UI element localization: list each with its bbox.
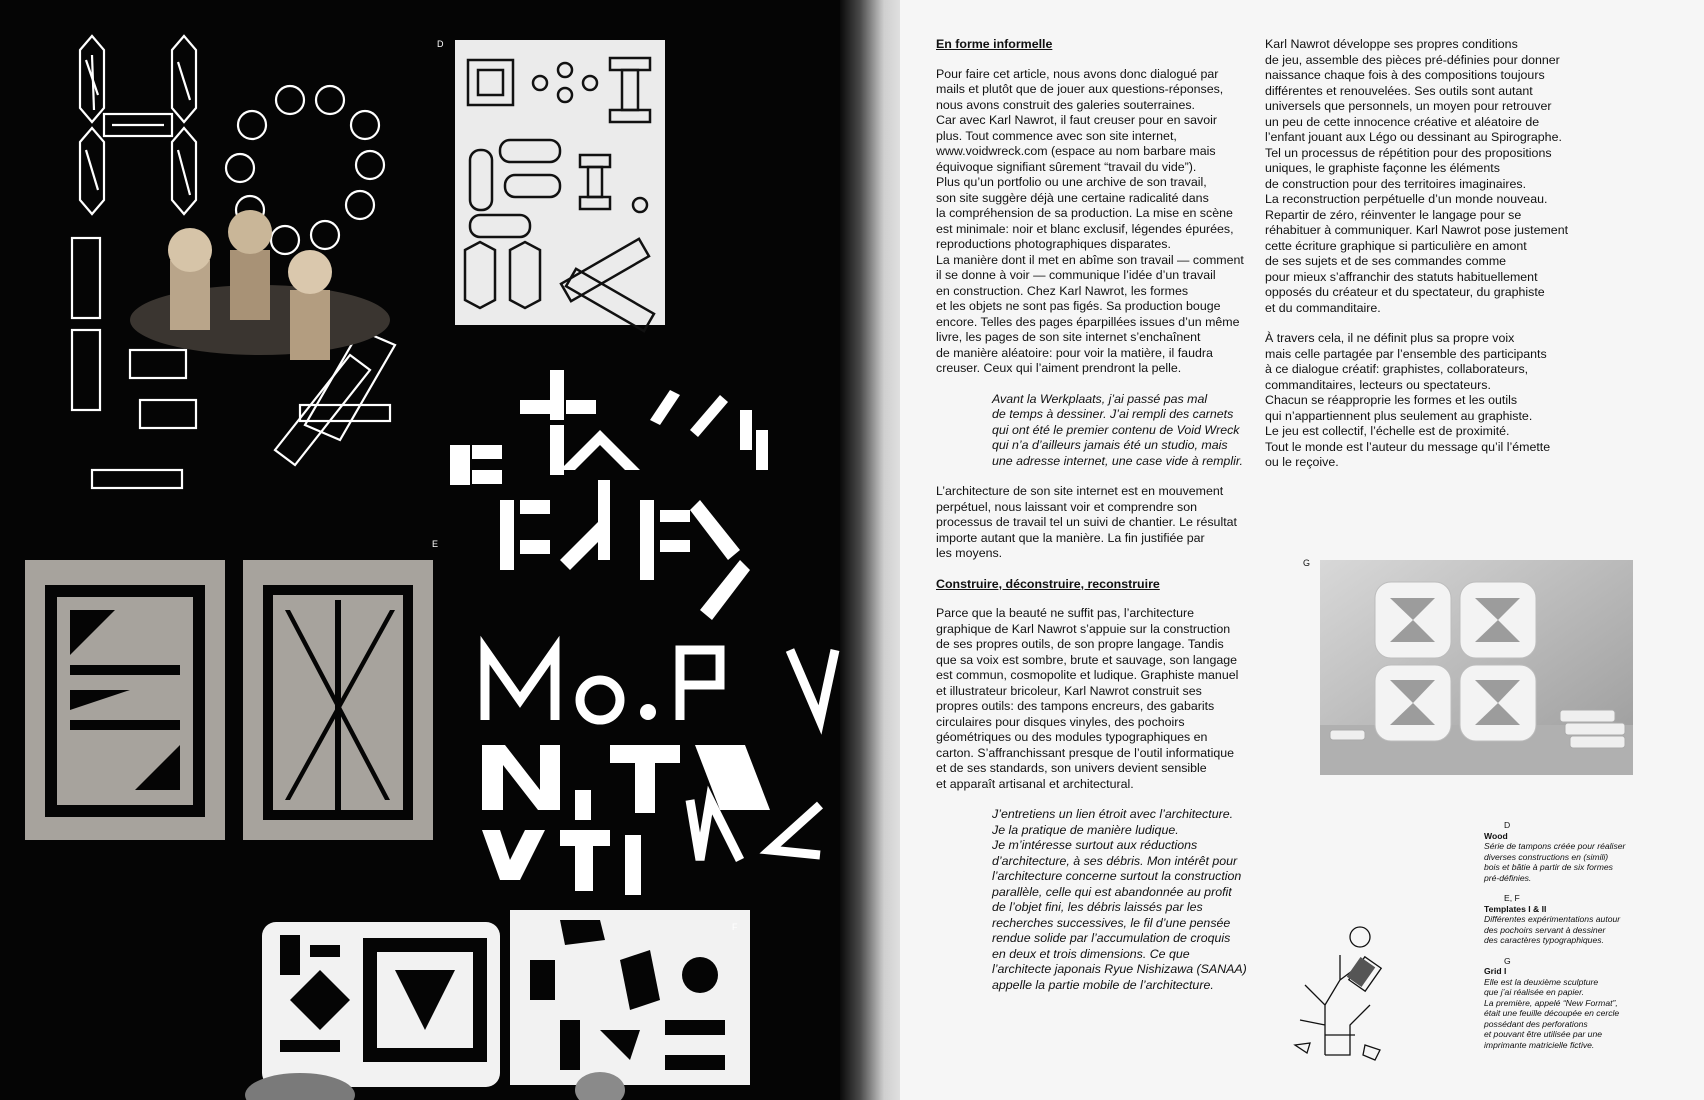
mop-blocks xyxy=(482,704,770,895)
section-heading-2: Construire, déconstruire, reconstruire xyxy=(936,576,1160,591)
column-1 xyxy=(936,37,1266,993)
stencil-letters xyxy=(450,370,768,620)
figure-captions xyxy=(1484,820,1634,1060)
figure-label-d: D xyxy=(437,39,444,49)
caption-e-f: E, F Templates I & II Différentes expérimentations autour des pochoirs servant à dessiner des caractères typographiques. xyxy=(1484,893,1621,945)
white-templates xyxy=(245,910,750,1100)
tree-stamp-drawing xyxy=(1285,925,1405,1065)
section2-body: Parce que la beauté ne suffit pas, l’architecture graphique de Karl Nawrot s’appuie sur la construction de ses propres outils, de son propre langage. Tandis que sa voix est sombre, brute et sauvage, son langage est commun, cosmopolite et ludique. Graphiste manuel et illustrateur bricoleur, Karl Nawrot construit ses propres outils: des tampons encreurs, des gabarits circulaires pour disques vinyles, des pochoirs géométriques ou des modules typographiques en carton. S’affranchissant presque de l’outil informatique et de ses standards, son univers devient sensible et apparaît artisanal et architectural. xyxy=(936,606,1239,791)
section1-quote: Avant la Werkplaats, j’ai passé pas mal de temps à dessiner. J’ai rempli des carnets qui ont été le premier contenu de Void Wreck qui n’a d’ailleurs jamais été un studio, mais une adresse internet, une case vide à remplir. xyxy=(992,391,1243,468)
column2-para1: Karl Nawrot développe ses propres conditions de jeu, assemble des pièces pré-définies pour donner naissance chaque fois à des compositions toujours différentes et renouvelées. Ses outils sont autant universels que personnels, un moyen pour retrouver un peu de cette innocence créative et aléatoire de l’enfant jouant aux Légo ou dessinant au Spirographe. Tel un processus de répétition pour des propositions uniques, le graphiste façonne les éléments de construction pour des territoires imaginaires. La reconstruction perpétuelle d’un monde nouveau. Repartir de zéro, réinventer le langage pour se réhabituer à communiquer. Karl Nawrot pose justement cette écriture graphique si particulière en amont de ses sujets et de ses commandes comme pour mieux s’affranchir des statuts habituellement opposés du créateur et du spectateur, du graphiste et du commanditaire. xyxy=(1265,37,1569,315)
figure-label-f: F xyxy=(732,922,738,932)
section1-body1: Pour faire cet article, nous avons donc dialogué par mails et plutôt que de jouer aux questions-réponses, nous avons construit des galeries souterraines. Car avec Karl Nawrot, il faut creuser pour en savoir plus. Tout commence avec son site internet, www.voidwreck.com (espace au nom barbare mais équivoque signifiant sûrement “travail du vide”). Plus qu’un portfolio ou une archive de son travail, son site suggère déjà une certaine radicalité dans la compréhension de sa production. La mise en scène est minimale: noir et blanc exclusif, légendes épurées, reproductions photographiques disparates. La manière dont il met en abîme son travail — comment il se donne à voir — communique l’idée d’un travail en construction. Chez Karl Nawrot, les formes et les objets ne sont pas figés. Sa production bouge encore. Telles des pages éparpillées issues d’un même livre, les pages de son site internet s’enchaînent de manière aléatoire: pour voir la matière, il faudra creuser. Ceux qui l’aiment prendront la pelle. xyxy=(936,66,1244,375)
grid-sculpture-photo xyxy=(1320,560,1633,775)
section-heading-1: En forme informelle xyxy=(936,37,1053,51)
column-2 xyxy=(1265,37,1595,471)
caption-d: D Wood Série de tampons créée pour réaliser diverses constructions en (simili) bois et bâtie à partir de six formes pré-définies. xyxy=(1484,820,1626,883)
section2-quote: J’entretiens un lien étroit avec l’architecture. Je la pratique de manière ludique. Je m’intéresse surtout aux réductions d’architecture, à ses débris. Mon intérêt pour l’architecture concerne surtout la construction parallèle, celle qui est abandonnée au profit de l’objet fini, les débris laissés par les recherches successives, le fil d’une pensée rendue solide par l’accumulation de croquis en deux et trois dimensions. Ce que l’architecte japonais Ryue Nishizawa (SANAA) appelle la partie mobile de l’architecture. xyxy=(992,807,1247,992)
figure-label-e: E xyxy=(432,539,439,549)
column2-para2: À travers cela, il ne définit plus sa propre voix mais celle partagée par l’ensemble des participants à ce dialogue créatif: graphistes, collaborateurs, commanditaires, lecteurs ou spectateurs. Chacun se réapproprie les formes et les outils qui n’appartiennent plus seulement au graphiste. Le jeu est collectif, l’échelle est de proximité. Tout le monde est l’auteur du message qu’il l’émette ou le reçoive. xyxy=(1265,331,1551,469)
figure-label-g: G xyxy=(1303,558,1311,568)
cardboard-templates xyxy=(25,560,433,840)
stamps-photo xyxy=(130,210,390,360)
section1-body2: L’architecture de son site internet est en mouvement perpétuel, nous laissant voir et comprendre son processus de travail tel un suivi de chantier. Le résultat importe autant que la manière. La fin justifiée par les moyens. xyxy=(936,484,1237,560)
caption-g: G Grid I Elle est la deuxième sculpture que j’ai réalisée en papier. La première, appelé “New Format”, était une feuille découpée en cercle possédant des perforations et pouvant être utilisée par une imprimante matricielle fictive. xyxy=(1484,955,1620,1050)
